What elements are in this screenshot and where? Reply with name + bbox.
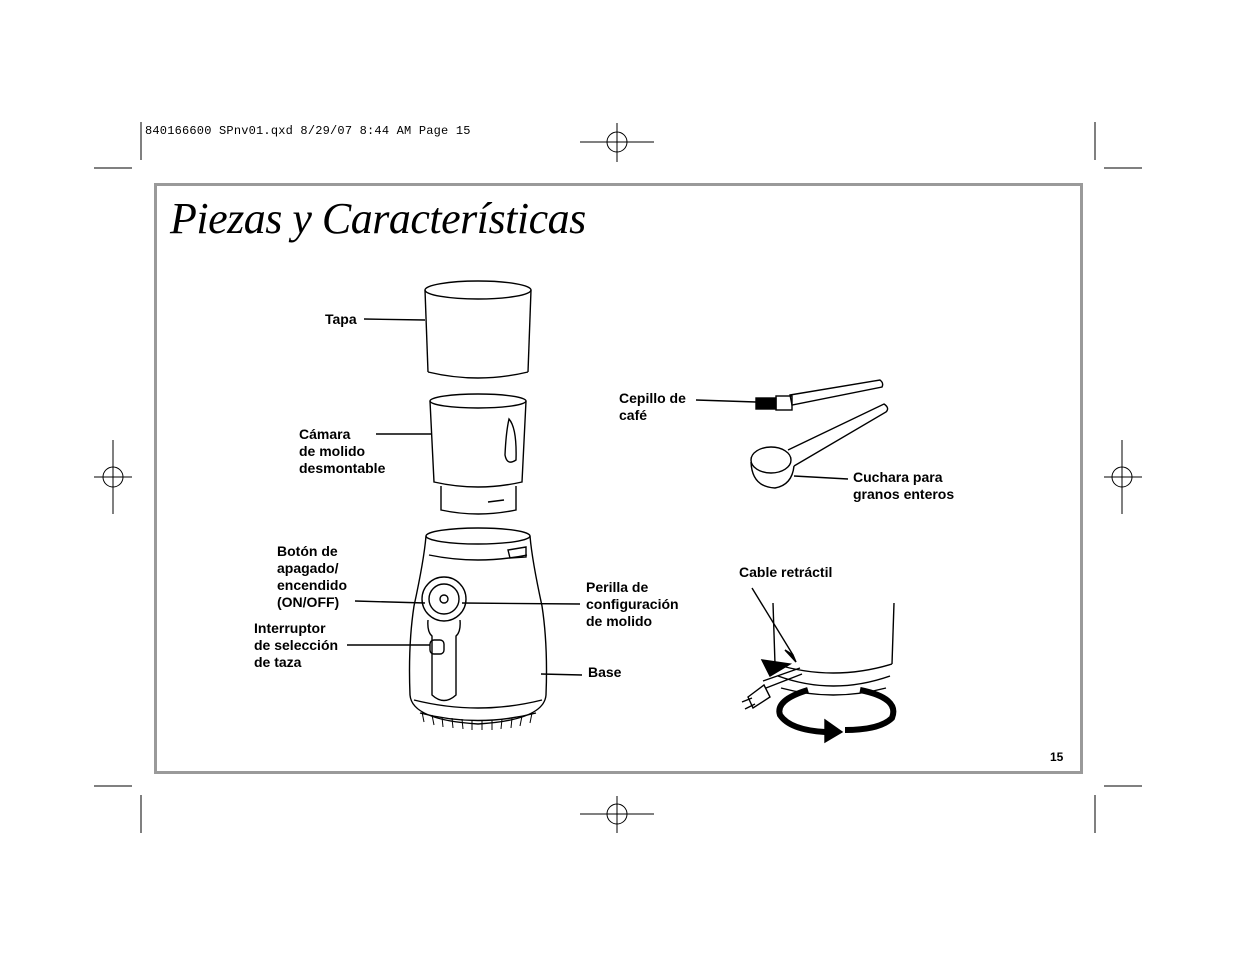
label-tapa: Tapa <box>325 311 357 327</box>
page-title: Piezas y Características <box>170 194 586 243</box>
label-boton: Botón de apagado/ encendido (ON/OFF) <box>277 543 348 610</box>
label-interruptor: Interruptor de selección de taza <box>254 620 339 670</box>
print-slug: 840166600 SPnv01.qxd 8/29/07 8:44 AM Page 15 <box>145 124 471 138</box>
label-cepillo: Cepillo de café <box>619 390 686 423</box>
label-base: Base <box>588 664 622 680</box>
page-number: 15 <box>1050 750 1064 764</box>
label-camara: Cámara de molido desmontable <box>299 426 386 476</box>
label-perilla: Perilla de configuración de molido <box>586 579 679 629</box>
label-cable: Cable retráctil <box>739 564 833 580</box>
label-cuchara: Cuchara para granos enteros <box>853 469 955 502</box>
